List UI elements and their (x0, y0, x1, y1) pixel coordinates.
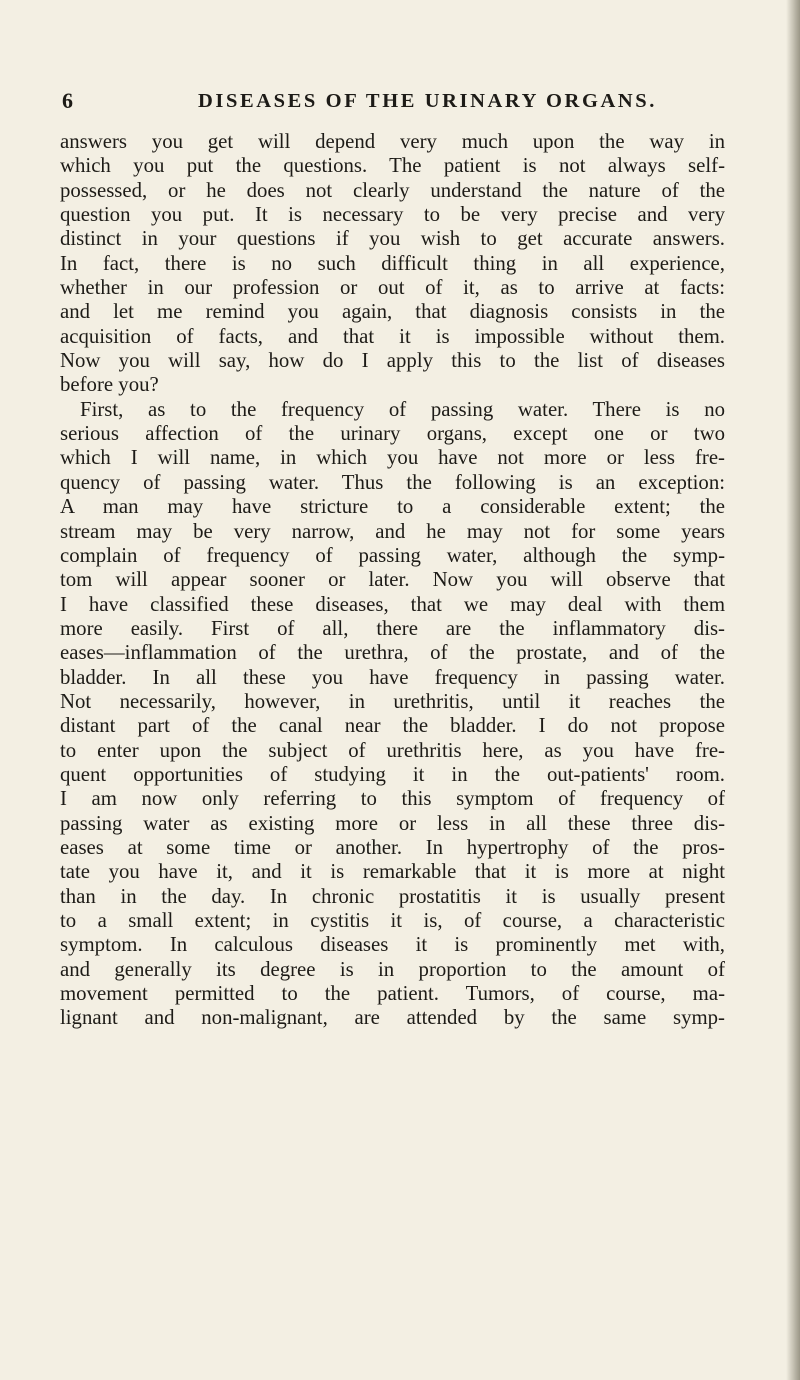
text-line: answers you get will depend very much upon the way in (60, 130, 725, 153)
text-line: acquisition of facts, and that it is impossible without them. (60, 324, 725, 348)
text-line: complain of frequency of passing water, although the symp- (60, 543, 725, 567)
text-line: serious affection of the urinary organs, except one or two (60, 422, 725, 446)
text-line: I am now only referring to this symptom of frequency of (60, 787, 725, 811)
text-line: tom will appear sooner or later. Now you will observe that (60, 568, 725, 592)
text-line: and let me remind you again, that diagnosis consists in the (60, 300, 725, 324)
page-edge-shadow (786, 0, 800, 1380)
text-line: which I will name, in which you have not more or less fre- (60, 446, 725, 470)
text-line: to enter upon the subject of urethritis here, as you have fre- (60, 738, 725, 762)
text-line: distinct in your questions if you wish to get accurate answers. (60, 227, 725, 251)
text-line: quent opportunities of studying it in the out-patients' room. (60, 762, 725, 786)
text-line: In fact, there is no such difficult thing in all experience, (60, 251, 725, 275)
text-line: Now you will say, how do I apply this to the list of diseases (60, 349, 725, 373)
text-line: First, as to the frequency of passing water. There is no (80, 397, 725, 421)
text-line: distant part of the canal near the bladder. I do not propose (60, 714, 725, 738)
text-line: A man may have stricture to a considerable extent; the (60, 495, 725, 519)
text-line: tate you have it, and it is remarkable that it is more at night (60, 860, 725, 884)
text-line: passing water as existing more or less in all these three dis- (60, 811, 725, 835)
text-line: eases at some time or another. In hypertrophy of the pros- (60, 835, 725, 859)
page-header (62, 88, 682, 118)
text-line: quency of passing water. Thus the following is an exception: (60, 470, 725, 494)
text-line: than in the day. In chronic prostatitis it is usually present (60, 884, 725, 908)
text-line: question you put. It is necessary to be very precise and very (60, 203, 725, 227)
text-line: bladder. In all these you have frequency in passing water. (60, 665, 725, 689)
text-line: whether in our profession or out of it, as to arrive at facts: (60, 276, 725, 300)
text-line: which you put the questions. The patient is not always self- (60, 154, 725, 178)
text-line: more easily. First of all, there are the inflammatory dis- (60, 616, 725, 640)
text-line: symptom. In calculous diseases it is prominently met with, (60, 933, 725, 957)
page-number: 6 (62, 88, 73, 113)
text-line: lignant and non-malignant, are attended by the same symp- (60, 1006, 725, 1030)
text-line: movement permitted to the patient. Tumors, of course, ma- (60, 982, 725, 1006)
body-text (60, 130, 725, 1031)
text-line: Not necessarily, however, in urethritis, until it reaches the (60, 689, 725, 713)
text-line: possessed, or he does not clearly understand the nature of the (60, 178, 725, 202)
text-line: eases—inflammation of the urethra, of the prostate, and of the (60, 641, 725, 665)
running-title: DISEASES OF THE URINARY ORGANS. (198, 90, 658, 112)
text-line: before you? (60, 373, 159, 397)
text-line: to a small extent; in cystitis it is, of course, a characteristic (60, 909, 725, 932)
text-line: stream may be very narrow, and he may not for some years (60, 519, 725, 543)
text-line: and generally its degree is in proportion to the amount of (60, 957, 725, 981)
text-line: I have classified these diseases, that we may deal with them (60, 592, 725, 616)
